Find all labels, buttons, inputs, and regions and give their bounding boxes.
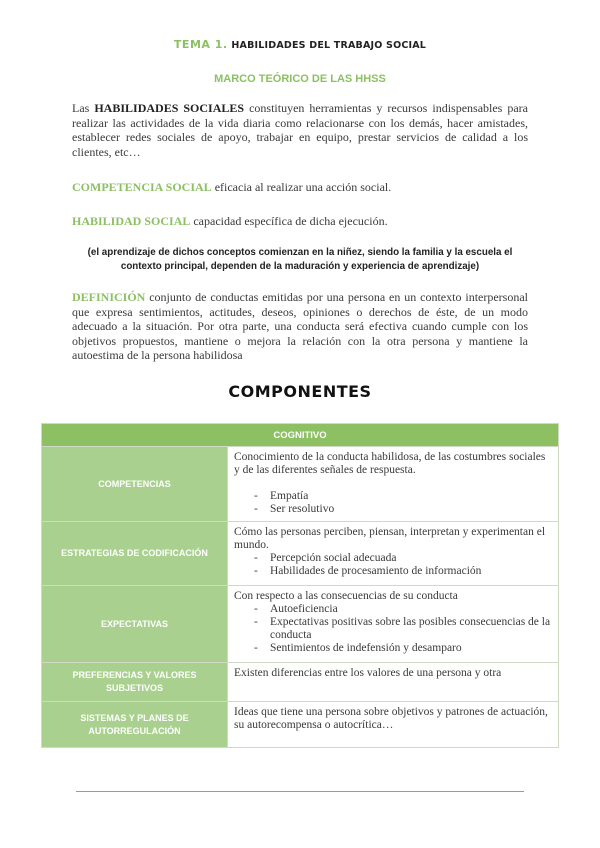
intro-text: constituyen herramientas y recursos indispensables para realizar las actividades de la vida diaria como relacionarse con los demás, hacer amistades, establecer redes sociales de apoyo, trabajar en equipo, prestar servicios de calidad a los clientes, etc… — [72, 101, 529, 159]
topic-number: TEMA 1. — [173, 38, 228, 51]
intro-term: HABILIDADES SOCIALES — [94, 101, 245, 115]
row-label: SISTEMAS Y PLANES DE AUTORREGULACIÓN — [42, 702, 228, 748]
habilidad-text: capacidad específica de dicha ejecución. — [190, 214, 388, 228]
row-list — [234, 603, 552, 655]
definicion-term: DEFINICIÓN — [72, 290, 146, 304]
table-header-row — [42, 424, 559, 447]
topic-title — [0, 38, 600, 51]
row-content — [228, 586, 559, 663]
intro-pre: Las — [72, 101, 95, 115]
learning-note: (el aprendizaje de dichos conceptos comienzan en la niñez, siendo la familia y la escuela el contexto principal, dependen de la maduración y experiencia de aprendizaje) — [87, 247, 513, 272]
components-heading: COMPONENTES — [228, 382, 372, 401]
topic-name: HABILIDADES DEL TRABAJO SOCIAL — [231, 40, 427, 51]
row-text: Cómo las personas perciben, piensan, interpretan y experimentan el mundo. — [234, 526, 546, 551]
row-label: EXPECTATIVAS — [42, 586, 228, 663]
list-item: - Habilidades de procesamiento de información — [270, 565, 552, 578]
footer-divider — [76, 791, 524, 792]
row-label: PREFERENCIAS Y VALORES SUBJETIVOS — [42, 663, 228, 702]
table-header-cognitivo: COGNITIVO — [42, 424, 559, 447]
row-label: ESTRATEGIAS DE CODIFICACIÓN — [42, 522, 228, 586]
table-row — [42, 663, 559, 702]
section-subtitle: MARCO TEÓRICO DE LAS HHSS — [214, 73, 386, 85]
habilidad-paragraph — [72, 214, 528, 229]
row-text: Existen diferencias entre los valores de una persona y otra — [234, 667, 502, 679]
table-row — [42, 586, 559, 663]
row-text: Conocimiento de la conducta habilidosa, de las costumbres sociales y de las diferentes señales de respuesta. — [234, 451, 546, 476]
competencia-term: COMPETENCIA SOCIAL — [72, 180, 212, 194]
row-list — [234, 490, 552, 516]
row-content — [228, 522, 559, 586]
list-item: - Percepción social adecuada — [270, 552, 552, 565]
definicion-paragraph — [72, 290, 528, 363]
row-text: Con respecto a las consecuencias de su conducta — [234, 590, 458, 602]
row-content — [228, 702, 559, 748]
list-item: - Empatía — [270, 490, 552, 503]
row-content — [228, 663, 559, 702]
list-item: - Sentimientos de indefensión y desamparo — [270, 642, 552, 655]
list-item: - Expectativas positivas sobre las posibles consecuencias de la conducta — [270, 616, 552, 642]
list-item: - Autoeficiencia — [270, 603, 552, 616]
competencia-paragraph — [72, 180, 528, 195]
row-content — [228, 447, 559, 522]
list-item: - Ser resolutivo — [270, 503, 552, 516]
row-list — [234, 552, 552, 578]
components-table — [41, 423, 559, 748]
row-text: Ideas que tiene una persona sobre objetivos y patrones de actuación, su autorecompensa o autocrítica… — [234, 706, 548, 731]
row-label: COMPETENCIAS — [42, 447, 228, 522]
intro-paragraph — [72, 101, 528, 159]
table-row — [42, 447, 559, 522]
competencia-text: eficacia al realizar una acción social. — [211, 180, 392, 194]
table-row — [42, 702, 559, 748]
table-row — [42, 522, 559, 586]
habilidad-term: HABILIDAD SOCIAL — [72, 214, 191, 228]
definicion-text: conjunto de conductas emitidas por una persona en un contexto interpersonal que expresa sentimientos, actitudes, deseos, opiniones o derechos de éste, de un modo adecuado a la situación. Por otra parte, una conducta será efectiva cuando cumple con los objetivos propuestos, mantiene o mejora la relación con la otra persona y mantiene la autoestima de la persona habilidosa — [72, 290, 528, 362]
